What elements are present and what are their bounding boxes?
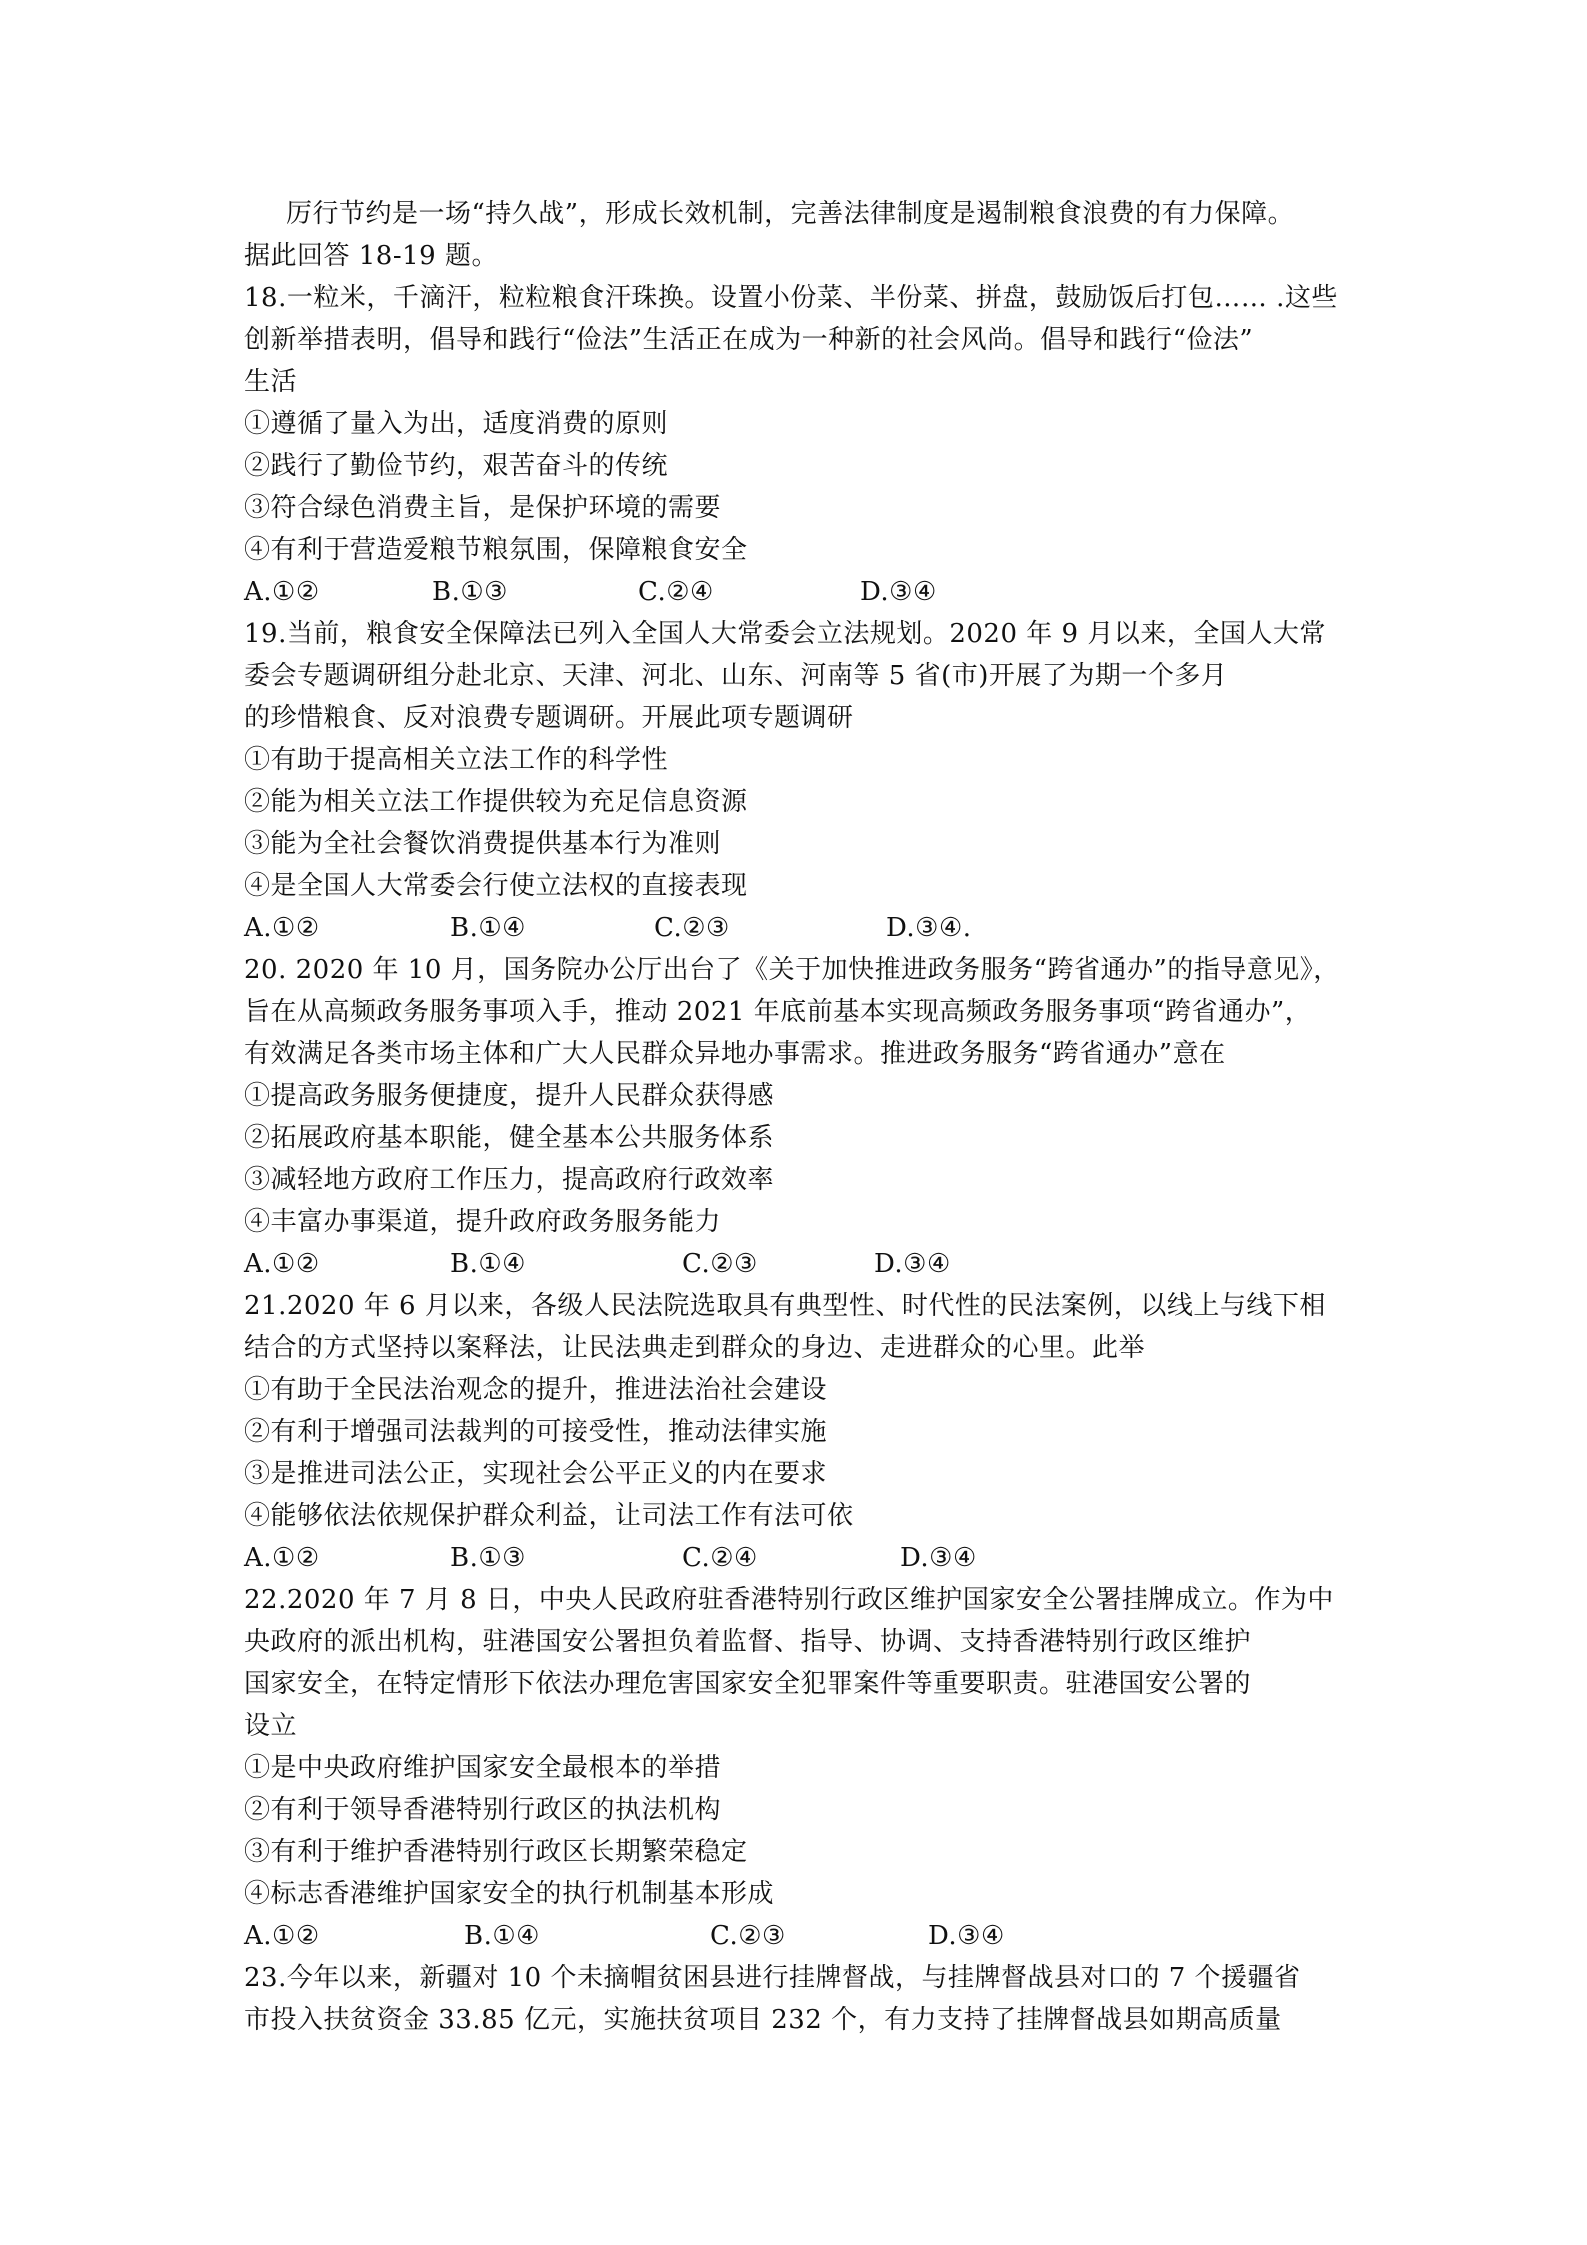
q22-option-b[interactable]: B.①④: [464, 1921, 540, 1951]
q20-option-d[interactable]: D.③④: [874, 1249, 951, 1279]
q22-stem-line-4: 设立: [244, 1711, 298, 1741]
q18-option-d[interactable]: D.③④: [860, 577, 937, 607]
q22-item-4: ④标志香港维护国家安全的执行机制基本形成: [244, 1879, 775, 1909]
q19-stem-line-3: 的珍惜粮食、反对浪费专题调研。开展此项专题调研: [244, 703, 854, 733]
q23-stem-line-1: 23.今年以来，新疆对 10 个未摘帽贫困县进行挂牌督战，与挂牌督战县对口的 7 个援疆省: [244, 1963, 1301, 1993]
q18-item-2: ②践行了勤俭节约，艰苦奋斗的传统: [244, 451, 669, 481]
q19-item-4: ④是全国人大常委会行使立法权的直接表现: [244, 871, 748, 901]
q19-stem-line-2: 委会专题调研组分赴北京、天津、河北、山东、河南等 5 省(市)开展了为期一个多月: [244, 661, 1228, 691]
q19-option-d[interactable]: D.③④.: [886, 913, 972, 943]
q20-stem-line-1: 20. 2020 年 10 月，国务院办公厅出台了《关于加快推进政务服务“跨省通办”的指导意见》，: [244, 955, 1340, 985]
q19-option-b[interactable]: B.①④: [450, 913, 526, 943]
q20-option-c[interactable]: C.②③: [682, 1249, 758, 1279]
q21-stem-line-2: 结合的方式坚持以案释法，让民法典走到群众的身边、走进群众的心里。此举: [244, 1333, 1146, 1363]
q21-item-1: ①有助于全民法治观念的提升，推进法治社会建设: [244, 1375, 828, 1405]
intro-line-2: 据此回答 18-19 题。: [244, 241, 498, 271]
q22-stem-line-1: 22.2020 年 7 月 8 日，中央人民政府驻香港特别行政区维护国家安全公署挂牌成立。作为中: [244, 1585, 1334, 1615]
q19-option-c[interactable]: C.②③: [654, 913, 730, 943]
q21-stem-line-1: 21.2020 年 6 月以来，各级人民法院选取具有典型性、时代性的民法案例，以线上与线下相: [244, 1291, 1326, 1321]
q22-item-1: ①是中央政府维护国家安全最根本的举措: [244, 1753, 722, 1783]
intro-line-1: 厉行节约是一场“持久战”，形成长效机制，完善法律制度是遏制粮食浪费的有力保障。: [286, 199, 1295, 229]
q22-item-3: ③有利于维护香港特别行政区长期繁荣稳定: [244, 1837, 748, 1867]
q23-stem-line-2: 市投入扶贫资金 33.85 亿元，实施扶贫项目 232 个，有力支持了挂牌督战县如期高质量: [244, 2005, 1282, 2035]
q20-item-4: ④丰富办事渠道，提升政府政务服务能力: [244, 1207, 722, 1237]
q22-stem-line-2: 央政府的派出机构，驻港国安公署担负着监督、指导、协调、支持香港特别行政区维护: [244, 1627, 1252, 1657]
q20-stem-line-3: 有效满足各类市场主体和广大人民群众异地办事需求。推进政务服务“跨省通办”意在: [244, 1039, 1226, 1069]
q21-option-d[interactable]: D.③④: [900, 1543, 977, 1573]
q22-stem-line-3: 国家安全，在特定情形下依法办理危害国家安全犯罪案件等重要职责。驻港国安公署的: [244, 1669, 1252, 1699]
q19-item-3: ③能为全社会餐饮消费提供基本行为准则: [244, 829, 722, 859]
q18-option-a[interactable]: A.①②: [244, 577, 320, 607]
q22-item-2: ②有利于领导香港特别行政区的执法机构: [244, 1795, 722, 1825]
q22-option-a[interactable]: A.①②: [244, 1921, 320, 1951]
q20-option-b[interactable]: B.①④: [450, 1249, 526, 1279]
q21-item-3: ③是推进司法公正，实现社会公平正义的内在要求: [244, 1459, 828, 1489]
q21-item-2: ②有利于增强司法裁判的可接受性，推动法律实施: [244, 1417, 828, 1447]
q19-stem-line-1: 19.当前，粮食安全保障法已列入全国人大常委会立法规划。2020 年 9 月以来，全国人大常: [244, 619, 1326, 649]
q20-option-a[interactable]: A.①②: [244, 1249, 320, 1279]
q19-item-1: ①有助于提高相关立法工作的科学性: [244, 745, 669, 775]
q18-option-c[interactable]: C.②④: [638, 577, 714, 607]
q22-option-c[interactable]: C.②③: [710, 1921, 786, 1951]
q20-item-2: ②拓展政府基本职能，健全基本公共服务体系: [244, 1123, 775, 1153]
q18-item-4: ④有利于营造爱粮节粮氛围，保障粮食安全: [244, 535, 748, 565]
q22-option-d[interactable]: D.③④: [928, 1921, 1005, 1951]
q19-option-a[interactable]: A.①②: [244, 913, 320, 943]
q20-stem-line-2: 旨在从高频政务服务事项入手，推动 2021 年底前基本实现高频政务服务事项“跨省通办”，: [244, 997, 1312, 1027]
q21-option-c[interactable]: C.②④: [682, 1543, 758, 1573]
q18-stem-line-2: 创新举措表明，倡导和践行“俭法”生活正在成为一种新的社会风尚。倡导和践行“俭法”: [244, 325, 1254, 355]
q19-item-2: ②能为相关立法工作提供较为充足信息资源: [244, 787, 748, 817]
q18-stem-line-1: 18.一粒米，千滴汗，粒粒粮食汗珠换。设置小份菜、半份菜、拼盘，鼓励饭后打包…… .这些: [244, 283, 1338, 313]
q20-item-3: ③减轻地方政府工作压力，提高政府行政效率: [244, 1165, 775, 1195]
q21-option-b[interactable]: B.①③: [450, 1543, 526, 1573]
q18-option-b[interactable]: B.①③: [432, 577, 508, 607]
q20-item-1: ①提高政务服务便捷度，提升人民群众获得感: [244, 1081, 775, 1111]
q21-option-a[interactable]: A.①②: [244, 1543, 320, 1573]
q21-item-4: ④能够依法依规保护群众利益，让司法工作有法可依: [244, 1501, 854, 1531]
q18-item-3: ③符合绿色消费主旨，是保护环境的需要: [244, 493, 722, 523]
q18-item-1: ①遵循了量入为出，适度消费的原则: [244, 409, 669, 439]
q18-stem-line-3: 生活: [244, 367, 298, 397]
